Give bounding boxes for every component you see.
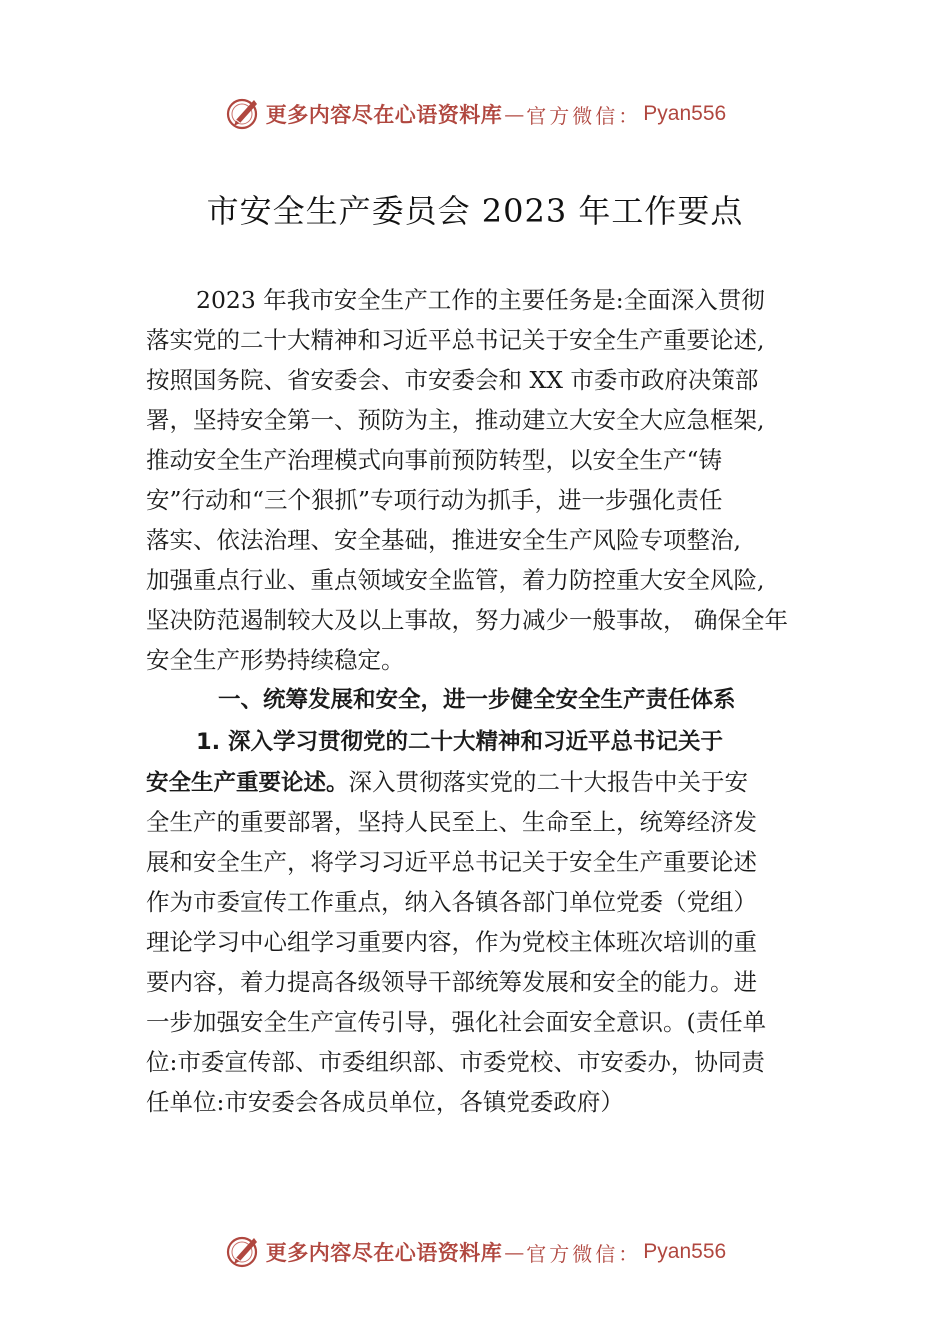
quill-logo-icon [224, 96, 260, 132]
header-banner [0, 94, 950, 134]
footer-banner [0, 1232, 950, 1272]
intro-line: 加强重点行业、重点领域安全监管，着力防控重大安全风险, [146, 566, 765, 594]
item1-heading-line: 1. 深入学习贯彻党的二十大精神和习近平总书记关于 [196, 729, 724, 755]
intro-line: 2023 年我市安全生产工作的主要任务是:全面深入贯彻 [196, 286, 765, 314]
intro-line: 推动安全生产治理模式向事前预防转型，以安全生产“铸 [146, 446, 723, 474]
item1-line: 展和安全生产，将学习习近平总书记关于安全生产重要论述 [146, 848, 757, 876]
banner-brand-text: 更多内容尽在心语资料库 [265, 102, 503, 127]
banner-wechat-id: Pyan556 [643, 102, 727, 125]
quill-logo-icon [224, 1234, 260, 1270]
item1-line: 任单位:市安委会各成员单位，各镇党委政府） [146, 1088, 624, 1116]
item1-line: 作为市委宣传工作重点，纳入各镇各部门单位党委（党组） [146, 888, 757, 916]
intro-line: 署，坚持安全第一、预防为主，推动建立大安全大应急框架, [146, 406, 765, 434]
item1-line: 要内容，着力提高各级领导干部统筹发展和安全的能力。进 [146, 968, 757, 996]
item1-line: 全生产的重要部署，坚持人民至上、生命至上，统筹经济发 [146, 808, 757, 836]
banner-separator: — [504, 102, 525, 126]
item1-line: 理论学习中心组学习重要内容，作为党校主体班次培训的重 [146, 928, 757, 956]
item1-line: 位:市委宣传部、市委组织部、市委党校、市安委办，协同责 [146, 1048, 765, 1076]
intro-line: 坚决防范遏制较大及以上事故，努力减少一般事故， 确保全年 [146, 606, 788, 634]
intro-line: 安全生产形势持续稳定。 [146, 646, 405, 674]
document-title: 市安全生产委员会 2023 年工作要点 [206, 192, 744, 230]
banner-separator: — [504, 1240, 525, 1264]
intro-line: 落实、依法治理、安全基础，推进安全生产风险专项整治, [146, 526, 741, 554]
banner-brand-text: 更多内容尽在心语资料库 [265, 1240, 503, 1265]
intro-line: 安”行动和“三个狠抓”专项行动为抓手，进一步强化责任 [146, 486, 723, 514]
item1-line [146, 762, 826, 802]
banner-wechat-id: Pyan556 [643, 1240, 727, 1263]
banner-wechat-label: 官方微信： [526, 103, 642, 128]
item1-line: 一步加强安全生产宣传引导，强化社会面安全意识。(责任单 [146, 1008, 767, 1036]
intro-line: 按照国务院、省安委会、市安委会和 XX 市委市政府决策部 [146, 366, 759, 394]
item1-heading-tail: 安全生产重要论述。 [146, 770, 349, 796]
item1-text: 深入贯彻落实党的二十大报告中关于安 [348, 768, 749, 796]
banner-wechat-label: 官方微信： [526, 1241, 642, 1266]
section-heading: 一、统筹发展和安全，进一步健全安全生产责任体系 [218, 687, 736, 713]
intro-line: 落实党的二十大精神和习近平总书记关于安全生产重要论述, [146, 326, 765, 354]
